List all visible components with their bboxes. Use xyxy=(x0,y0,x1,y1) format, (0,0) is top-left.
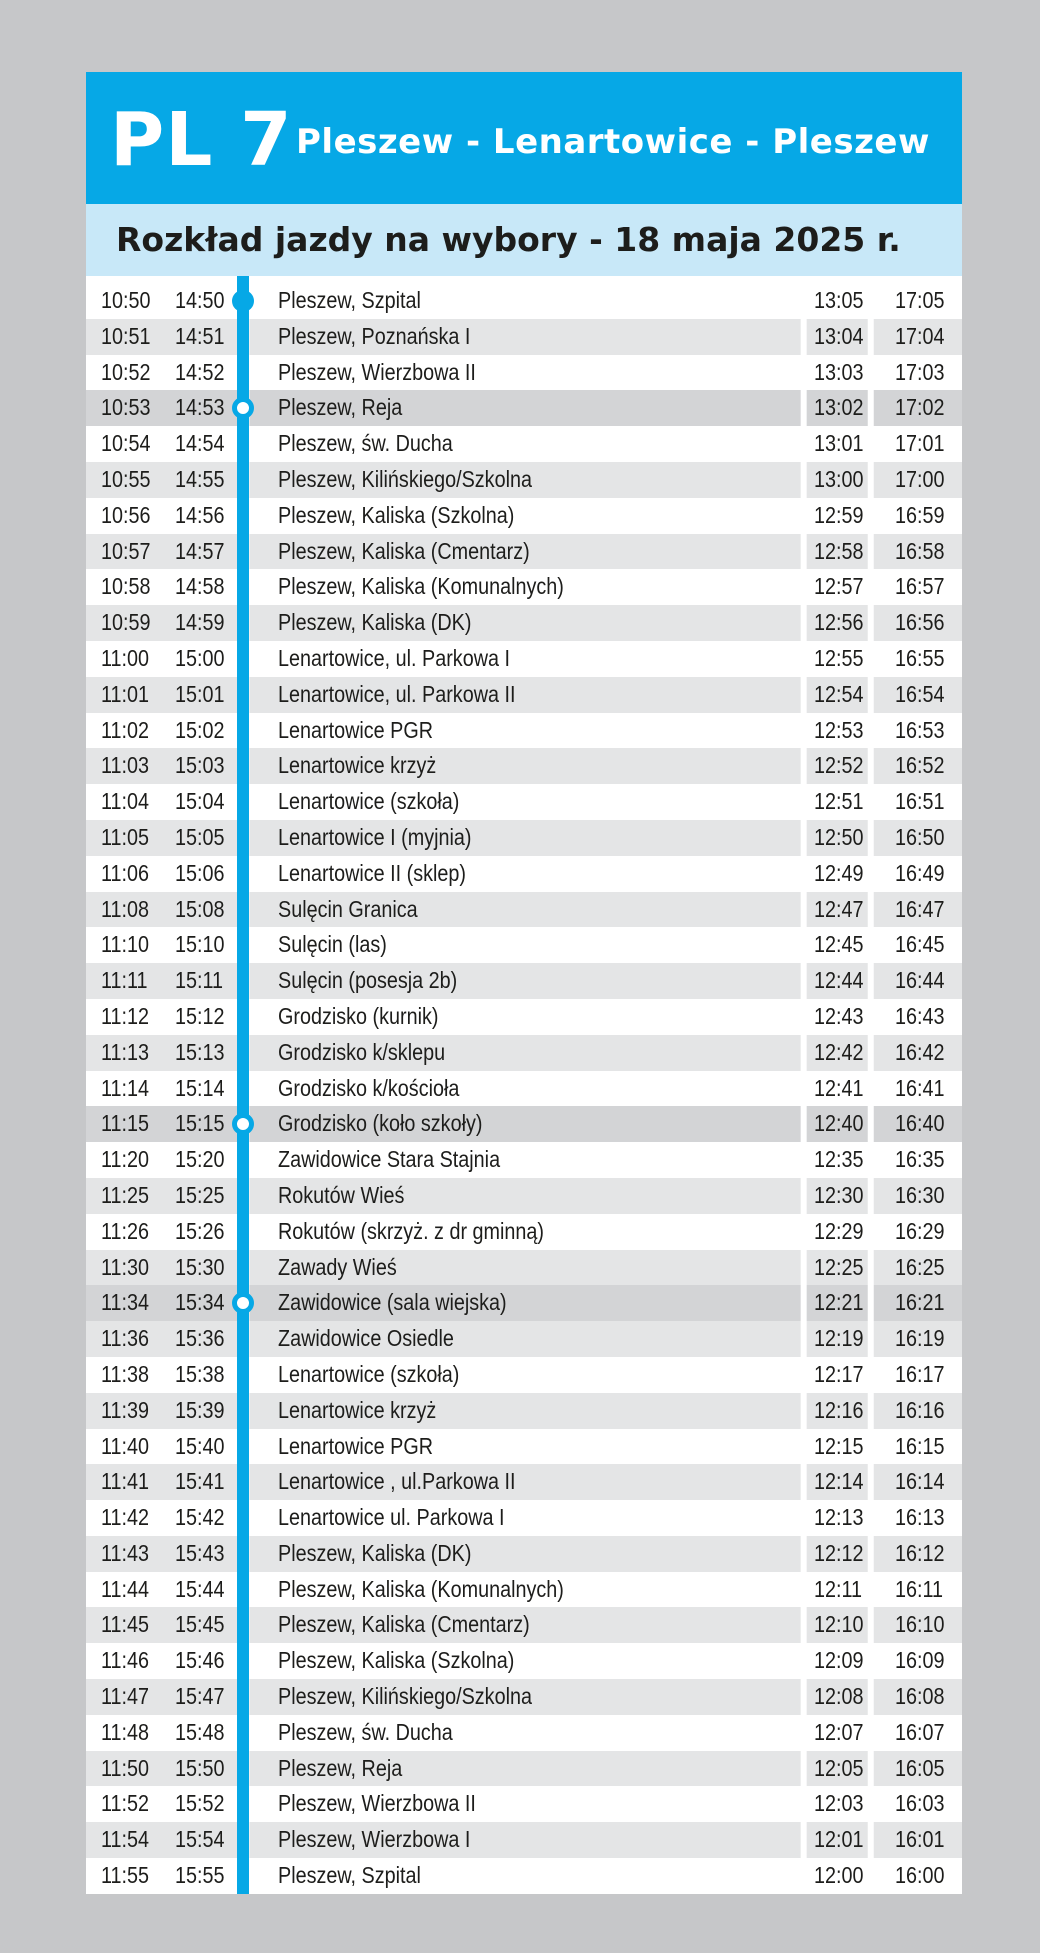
return-time-afternoon: 16:50 xyxy=(894,823,945,850)
return-time-morning: 12:40 xyxy=(813,1110,864,1137)
stop-row xyxy=(86,1536,945,1572)
departure-time-afternoon: 14:53 xyxy=(174,394,225,421)
return-time-morning: 12:03 xyxy=(813,1790,864,1817)
departure-time-morning: 11:39 xyxy=(100,1396,150,1423)
return-time-morning: 12:54 xyxy=(813,680,864,707)
departure-time-afternoon: 15:48 xyxy=(174,1718,225,1745)
return-time-afternoon: 16:01 xyxy=(894,1826,945,1853)
return-time-afternoon: 16:45 xyxy=(894,931,945,958)
departure-time-morning: 11:26 xyxy=(100,1217,150,1244)
departure-time-morning: 10:52 xyxy=(100,358,151,385)
stop-name: Pleszew, Kaliska (Cmentarz) xyxy=(277,537,530,564)
stop-row xyxy=(86,1786,945,1822)
stop-name: Lenartowice PGR xyxy=(277,716,434,743)
stop-name: Rokutów (skrzyż. z dr gminną) xyxy=(277,1217,545,1244)
return-time-afternoon: 16:58 xyxy=(894,537,945,564)
stop-name: Zawidowice Osiedle xyxy=(277,1325,454,1352)
stop-name: Pleszew, Wierzbowa II xyxy=(277,1790,476,1817)
stop-row xyxy=(86,713,945,749)
stop-row xyxy=(86,1321,945,1357)
return-time-afternoon: 16:35 xyxy=(894,1146,945,1173)
stop-row xyxy=(86,784,945,820)
return-time-morning: 13:01 xyxy=(813,430,864,457)
departure-time-morning: 11:42 xyxy=(100,1504,150,1531)
return-time-morning: 12:29 xyxy=(813,1217,864,1244)
departure-time-afternoon: 14:52 xyxy=(174,358,225,385)
return-time-afternoon: 16:43 xyxy=(894,1002,945,1029)
return-time-morning: 13:05 xyxy=(813,287,864,313)
departure-time-morning: 11:55 xyxy=(100,1862,150,1889)
departure-time-afternoon: 15:00 xyxy=(174,644,225,671)
stop-name: Pleszew, Poznańska I xyxy=(277,322,471,349)
stop-name: Pleszew, św. Ducha xyxy=(277,1718,453,1745)
departure-time-morning: 11:54 xyxy=(100,1826,150,1853)
departure-time-afternoon: 15:26 xyxy=(174,1217,225,1244)
return-time-afternoon: 16:13 xyxy=(894,1504,945,1531)
stop-row xyxy=(86,355,945,391)
stop-row xyxy=(86,1679,945,1715)
departure-time-morning: 11:44 xyxy=(100,1575,150,1602)
return-time-afternoon: 17:01 xyxy=(894,430,945,457)
departure-time-morning: 11:08 xyxy=(100,895,150,922)
stop-row xyxy=(86,1822,945,1858)
return-time-morning: 13:02 xyxy=(813,394,864,421)
return-time-morning: 12:47 xyxy=(813,895,864,922)
stop-name: Pleszew, Wierzbowa I xyxy=(277,1826,471,1853)
departure-time-morning: 10:50 xyxy=(100,287,151,313)
stop-name: Lenartowice ul. Parkowa I xyxy=(277,1504,505,1531)
return-time-morning: 12:58 xyxy=(813,537,864,564)
stop-row xyxy=(86,856,945,892)
stop-name: Zawady Wieś xyxy=(277,1253,397,1280)
return-time-afternoon: 16:07 xyxy=(894,1718,945,1745)
departure-time-morning: 10:54 xyxy=(100,430,151,457)
stop-name: Pleszew, Kaliska (Szkolna) xyxy=(277,1647,515,1674)
stop-row xyxy=(86,1142,945,1178)
stop-row xyxy=(86,1500,945,1536)
departure-time-afternoon: 15:52 xyxy=(174,1790,225,1817)
stop-row xyxy=(86,1250,945,1286)
departure-time-afternoon: 15:39 xyxy=(174,1396,225,1423)
stop-row xyxy=(86,283,945,319)
return-time-afternoon: 16:49 xyxy=(894,859,945,886)
stop-name: Sulęcin (las) xyxy=(277,931,387,958)
departure-time-morning: 10:55 xyxy=(100,465,151,492)
return-time-afternoon: 16:05 xyxy=(894,1754,945,1781)
return-time-afternoon: 16:41 xyxy=(894,1074,945,1101)
return-time-morning: 12:53 xyxy=(813,716,864,743)
return-time-morning: 12:30 xyxy=(813,1181,864,1208)
stop-name: Grodzisko k/kościoła xyxy=(277,1074,460,1101)
departure-time-afternoon: 14:55 xyxy=(174,465,225,492)
stop-row xyxy=(86,748,945,784)
stop-row xyxy=(86,1214,945,1250)
departure-time-afternoon: 14:50 xyxy=(174,287,225,313)
departure-time-morning: 11:36 xyxy=(100,1325,150,1352)
departure-time-morning: 10:59 xyxy=(100,609,151,636)
stop-name: Pleszew, Kaliska (Komunalnych) xyxy=(277,573,564,600)
return-time-morning: 12:51 xyxy=(813,788,864,815)
stop-row xyxy=(86,641,945,677)
stop-name: Pleszew, Kaliska (Komunalnych) xyxy=(277,1575,564,1602)
departure-time-morning: 11:02 xyxy=(100,716,150,743)
departure-time-morning: 11:00 xyxy=(100,644,150,671)
stop-name: Pleszew, Szpital xyxy=(277,287,421,313)
departure-time-afternoon: 15:47 xyxy=(174,1683,225,1710)
departure-time-afternoon: 15:10 xyxy=(174,931,225,958)
departure-time-afternoon: 15:34 xyxy=(174,1289,225,1316)
return-time-morning: 12:25 xyxy=(813,1253,864,1280)
return-time-morning: 12:57 xyxy=(813,573,864,600)
stop-row xyxy=(86,390,945,426)
stop-name: Lenartowice, ul. Parkowa II xyxy=(277,680,516,707)
stop-name: Rokutów Wieś xyxy=(277,1181,405,1208)
stop-name: Pleszew, Kaliska (Szkolna) xyxy=(277,501,515,528)
return-time-afternoon: 16:19 xyxy=(894,1325,945,1352)
stop-row xyxy=(86,569,945,605)
departure-time-morning: 10:58 xyxy=(100,573,151,600)
return-time-morning: 12:59 xyxy=(813,501,864,528)
stop-name: Pleszew, Wierzbowa II xyxy=(277,358,476,385)
return-time-afternoon: 17:04 xyxy=(894,322,945,349)
stop-row xyxy=(86,1071,945,1107)
departure-time-morning: 11:25 xyxy=(100,1181,150,1208)
departure-time-morning: 11:06 xyxy=(100,859,150,886)
departure-time-afternoon: 14:59 xyxy=(174,609,225,636)
timetable-card xyxy=(86,72,962,1894)
stop-row xyxy=(86,1357,945,1393)
departure-time-morning: 10:57 xyxy=(100,537,151,564)
return-time-morning: 12:14 xyxy=(813,1468,864,1495)
departure-time-afternoon: 15:42 xyxy=(174,1504,225,1531)
departure-time-morning: 11:14 xyxy=(100,1074,150,1101)
stop-name: Pleszew, Reja xyxy=(277,1754,403,1781)
departure-time-morning: 10:51 xyxy=(100,322,151,349)
return-time-morning: 12:15 xyxy=(813,1432,864,1459)
departure-time-morning: 11:01 xyxy=(100,680,150,707)
departure-time-afternoon: 15:20 xyxy=(174,1146,225,1173)
departure-time-afternoon: 15:38 xyxy=(174,1360,225,1387)
stop-row xyxy=(86,1429,945,1465)
return-time-afternoon: 16:09 xyxy=(894,1647,945,1674)
departure-time-morning: 11:13 xyxy=(100,1038,150,1065)
departure-time-morning: 11:50 xyxy=(100,1754,150,1781)
return-time-morning: 12:35 xyxy=(813,1146,864,1173)
return-time-afternoon: 16:54 xyxy=(894,680,945,707)
stop-row xyxy=(86,820,945,856)
departure-time-afternoon: 15:44 xyxy=(174,1575,225,1602)
departure-time-afternoon: 14:54 xyxy=(174,430,225,457)
departure-time-morning: 10:56 xyxy=(100,501,151,528)
stop-row xyxy=(86,927,945,963)
stop-row xyxy=(86,462,945,498)
departure-time-afternoon: 15:54 xyxy=(174,1826,225,1853)
departure-time-afternoon: 15:45 xyxy=(174,1611,225,1638)
timetable-subheader xyxy=(86,204,962,276)
stop-name: Sulęcin Granica xyxy=(277,895,418,922)
stop-name: Pleszew, Reja xyxy=(277,394,403,421)
stop-name: Lenartowice krzyż xyxy=(277,752,437,779)
stop-name: Pleszew, Kaliska (DK) xyxy=(277,609,472,636)
return-time-afternoon: 16:00 xyxy=(894,1862,945,1889)
departure-time-morning: 11:20 xyxy=(100,1146,150,1173)
return-time-afternoon: 16:47 xyxy=(894,895,945,922)
stop-row xyxy=(86,1178,945,1214)
stop-row xyxy=(86,1035,945,1071)
return-time-morning: 12:50 xyxy=(813,823,864,850)
timetable-subtitle: Rozkład jazdy na wybory - 18 maja 2025 r. xyxy=(116,220,901,259)
stop-name: Pleszew, Kaliska (Cmentarz) xyxy=(277,1611,530,1638)
return-time-afternoon: 16:42 xyxy=(894,1038,945,1065)
departure-time-afternoon: 15:06 xyxy=(174,859,225,886)
return-time-morning: 12:10 xyxy=(813,1611,864,1638)
departure-time-afternoon: 14:57 xyxy=(174,537,225,564)
departure-time-morning: 11:48 xyxy=(100,1718,150,1745)
return-time-afternoon: 16:11 xyxy=(894,1575,944,1602)
departure-time-morning: 10:53 xyxy=(100,394,151,421)
stop-name: Pleszew, Szpital xyxy=(277,1862,421,1889)
return-time-morning: 12:21 xyxy=(813,1289,864,1316)
stop-name: Lenartowice, ul. Parkowa I xyxy=(277,644,510,671)
return-time-morning: 12:00 xyxy=(813,1862,864,1889)
return-time-morning: 12:55 xyxy=(813,644,864,671)
departure-time-morning: 11:11 xyxy=(100,967,148,994)
departure-time-morning: 11:05 xyxy=(100,823,150,850)
return-time-morning: 12:41 xyxy=(813,1074,864,1101)
stop-row xyxy=(86,892,945,928)
stop-name: Lenartowice krzyż xyxy=(277,1396,437,1423)
return-time-morning: 12:13 xyxy=(813,1504,864,1531)
return-time-afternoon: 16:56 xyxy=(894,609,945,636)
return-time-morning: 12:05 xyxy=(813,1754,864,1781)
departure-time-afternoon: 15:46 xyxy=(174,1647,225,1674)
return-time-morning: 12:08 xyxy=(813,1683,864,1710)
stop-name: Grodzisko (kurnik) xyxy=(277,1002,439,1029)
return-time-morning: 12:19 xyxy=(813,1325,864,1352)
departure-time-afternoon: 15:25 xyxy=(174,1181,225,1208)
stop-row xyxy=(86,534,945,570)
departure-time-afternoon: 15:13 xyxy=(174,1038,225,1065)
return-time-afternoon: 16:03 xyxy=(894,1790,945,1817)
return-time-morning: 12:16 xyxy=(813,1396,864,1423)
departure-time-morning: 11:30 xyxy=(100,1253,150,1280)
stop-name: Lenartowice I (myjnia) xyxy=(277,823,472,850)
departure-time-afternoon: 15:11 xyxy=(174,967,224,994)
return-time-morning: 12:49 xyxy=(813,859,864,886)
stop-row xyxy=(86,319,945,355)
departure-time-morning: 11:41 xyxy=(100,1468,150,1495)
departure-time-morning: 11:12 xyxy=(100,1002,150,1029)
stop-row xyxy=(86,1715,945,1751)
return-time-morning: 13:04 xyxy=(813,322,864,349)
stop-name: Lenartowice PGR xyxy=(277,1432,434,1459)
departure-time-afternoon: 15:02 xyxy=(174,716,225,743)
stop-name: Lenartowice (szkoła) xyxy=(277,1360,460,1387)
departure-time-afternoon: 15:05 xyxy=(174,823,225,850)
departure-time-afternoon: 15:03 xyxy=(174,752,225,779)
departure-time-afternoon: 15:15 xyxy=(174,1110,225,1137)
stop-name: Pleszew, Kilińskiego/Szkolna xyxy=(277,1683,532,1710)
return-time-morning: 13:03 xyxy=(813,358,864,385)
stop-name: Pleszew, św. Ducha xyxy=(277,430,453,457)
return-time-afternoon: 17:00 xyxy=(894,465,945,492)
stop-name: Grodzisko (koło szkoły) xyxy=(277,1110,483,1137)
return-time-morning: 12:12 xyxy=(813,1539,864,1566)
departure-time-afternoon: 14:51 xyxy=(174,322,225,349)
return-time-afternoon: 16:25 xyxy=(894,1253,945,1280)
return-time-morning: 12:43 xyxy=(813,1002,864,1029)
return-time-morning: 12:56 xyxy=(813,609,864,636)
stop-row xyxy=(86,1464,945,1500)
return-time-afternoon: 16:17 xyxy=(894,1360,945,1387)
departure-time-morning: 11:10 xyxy=(100,931,150,958)
return-time-morning: 12:07 xyxy=(813,1718,864,1745)
departure-time-afternoon: 15:41 xyxy=(174,1468,225,1495)
terminus-marker-icon xyxy=(232,290,254,312)
departure-time-afternoon: 15:50 xyxy=(174,1754,225,1781)
timetable-header xyxy=(86,72,962,204)
return-time-afternoon: 16:30 xyxy=(894,1181,945,1208)
stop-row xyxy=(86,1393,945,1429)
stop-row xyxy=(86,1751,945,1787)
return-time-afternoon: 17:05 xyxy=(894,287,945,313)
departure-time-morning: 11:47 xyxy=(100,1683,150,1710)
departure-time-morning: 11:43 xyxy=(100,1539,150,1566)
return-time-afternoon: 16:21 xyxy=(894,1289,945,1316)
return-time-morning: 12:09 xyxy=(813,1647,864,1674)
return-time-morning: 12:52 xyxy=(813,752,864,779)
return-time-afternoon: 16:14 xyxy=(894,1468,945,1495)
departure-time-afternoon: 14:58 xyxy=(174,573,225,600)
stop-row xyxy=(86,1106,945,1142)
return-time-afternoon: 16:53 xyxy=(894,716,945,743)
return-time-afternoon: 16:29 xyxy=(894,1217,945,1244)
stop-name: Pleszew, Kaliska (DK) xyxy=(277,1539,472,1566)
return-time-afternoon: 17:02 xyxy=(894,394,945,421)
departure-time-morning: 11:38 xyxy=(100,1360,150,1387)
departure-time-afternoon: 15:30 xyxy=(174,1253,225,1280)
stop-row xyxy=(86,426,945,462)
departure-time-afternoon: 15:14 xyxy=(174,1074,225,1101)
stop-name: Lenartowice , ul.Parkowa II xyxy=(277,1468,516,1495)
stop-name: Pleszew, Kilińskiego/Szkolna xyxy=(277,465,532,492)
departure-time-morning: 11:52 xyxy=(100,1790,150,1817)
return-time-morning: 12:44 xyxy=(813,967,864,994)
stop-name: Zawidowice Stara Stajnia xyxy=(277,1146,501,1173)
return-time-morning: 12:45 xyxy=(813,931,864,958)
departure-time-afternoon: 15:08 xyxy=(174,895,225,922)
departure-time-afternoon: 15:12 xyxy=(174,1002,225,1029)
return-time-morning: 13:00 xyxy=(813,465,864,492)
departure-time-morning: 11:04 xyxy=(100,788,150,815)
stop-row xyxy=(86,963,945,999)
departure-time-morning: 11:40 xyxy=(100,1432,150,1459)
return-time-afternoon: 16:10 xyxy=(894,1611,945,1638)
return-time-afternoon: 16:55 xyxy=(894,644,945,671)
return-time-afternoon: 16:40 xyxy=(894,1110,945,1137)
departure-time-morning: 11:15 xyxy=(100,1110,150,1137)
return-time-morning: 12:01 xyxy=(813,1826,864,1853)
return-time-afternoon: 16:44 xyxy=(894,967,945,994)
return-time-morning: 12:11 xyxy=(813,1575,863,1602)
stop-name: Grodzisko k/sklepu xyxy=(277,1038,446,1065)
stop-row xyxy=(86,1607,945,1643)
stop-row xyxy=(86,1643,945,1679)
return-time-afternoon: 17:03 xyxy=(894,358,945,385)
stop-name: Zawidowice (sala wiejska) xyxy=(277,1289,507,1316)
departure-time-morning: 11:34 xyxy=(100,1289,150,1316)
return-time-afternoon: 16:15 xyxy=(894,1432,945,1459)
stop-list xyxy=(86,283,962,1894)
stop-row xyxy=(86,498,945,534)
stop-name: Sulęcin (posesja 2b) xyxy=(277,967,458,994)
stop-row xyxy=(86,1858,945,1894)
departure-time-afternoon: 14:56 xyxy=(174,501,225,528)
stop-row xyxy=(86,677,945,713)
departure-time-afternoon: 15:36 xyxy=(174,1325,225,1352)
departure-time-afternoon: 15:04 xyxy=(174,788,225,815)
departure-time-morning: 11:46 xyxy=(100,1647,150,1674)
departure-time-afternoon: 15:55 xyxy=(174,1862,225,1889)
stop-row xyxy=(86,605,945,641)
line-code: PL 7 xyxy=(110,97,293,183)
return-time-morning: 12:42 xyxy=(813,1038,864,1065)
stop-name: Lenartowice II (sklep) xyxy=(277,859,466,886)
return-time-afternoon: 16:52 xyxy=(894,752,945,779)
departure-time-afternoon: 15:40 xyxy=(174,1432,225,1459)
stop-row xyxy=(86,1285,945,1321)
return-time-afternoon: 16:57 xyxy=(894,573,945,600)
departure-time-afternoon: 15:01 xyxy=(174,680,225,707)
departure-time-morning: 11:45 xyxy=(100,1611,150,1638)
stop-name: Lenartowice (szkoła) xyxy=(277,788,460,815)
return-time-afternoon: 16:08 xyxy=(894,1683,945,1710)
stop-row xyxy=(86,999,945,1035)
departure-time-morning: 11:03 xyxy=(100,752,150,779)
return-time-afternoon: 16:16 xyxy=(894,1396,945,1423)
return-time-afternoon: 16:51 xyxy=(894,788,945,815)
return-time-afternoon: 16:12 xyxy=(894,1539,945,1566)
departure-time-afternoon: 15:43 xyxy=(174,1539,225,1566)
stop-row xyxy=(86,1572,944,1608)
line-route: Pleszew - Lenartowice - Pleszew xyxy=(296,122,930,162)
route-line xyxy=(237,276,249,1894)
return-time-morning: 12:17 xyxy=(813,1360,864,1387)
return-time-afternoon: 16:59 xyxy=(894,501,945,528)
